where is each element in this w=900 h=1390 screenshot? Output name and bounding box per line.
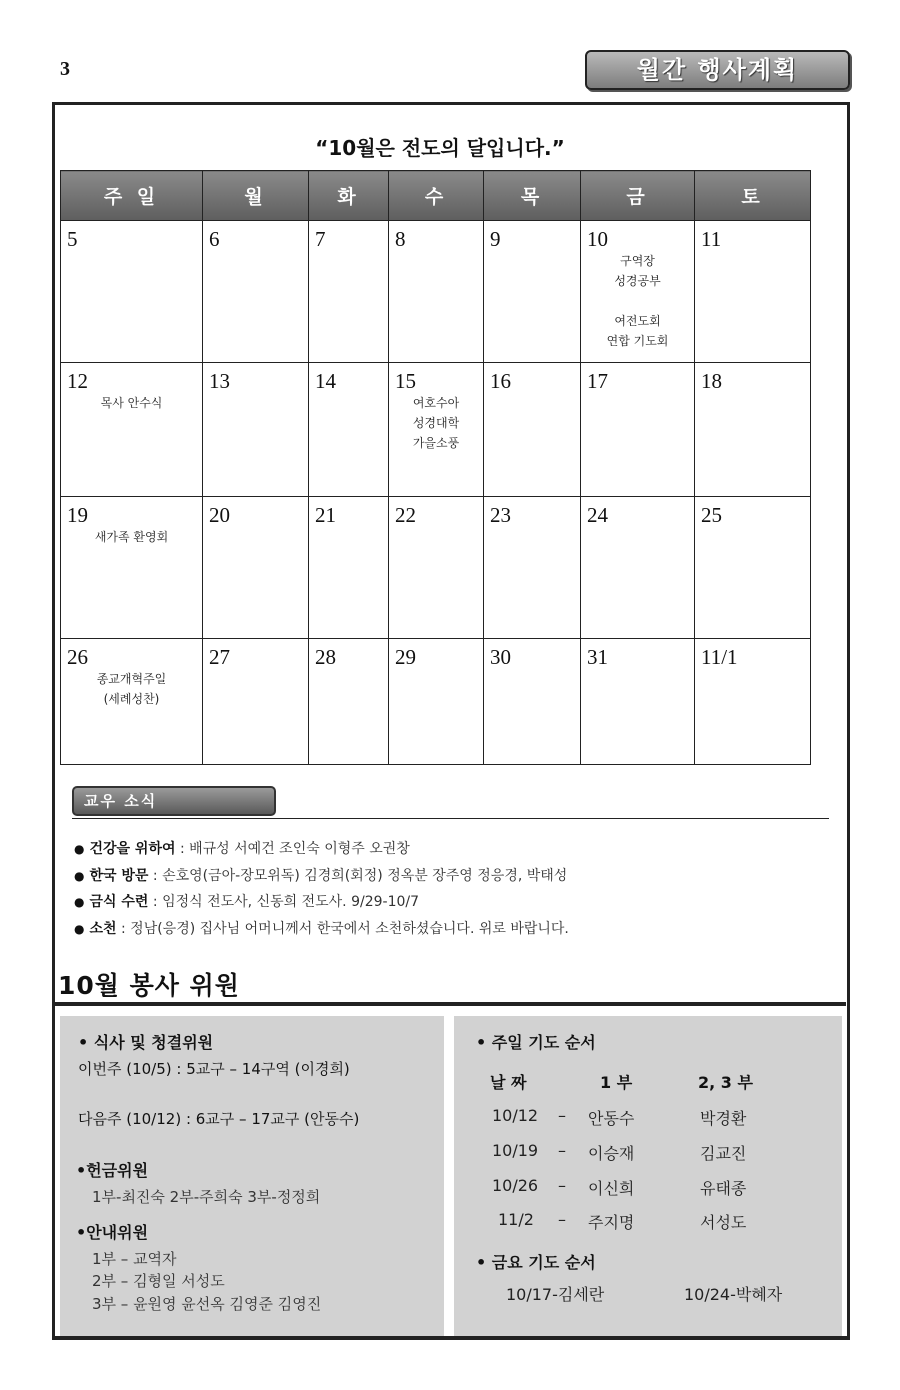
calendar-day-number: 26: [67, 645, 88, 669]
section-title-tab: 월간 행사계획: [585, 50, 850, 90]
calendar-day-cell: [203, 221, 309, 363]
calendar-event: 성경대학: [412, 416, 460, 430]
calendar-event: 새가족 환영회: [94, 530, 169, 544]
calendar-day-cell: [61, 363, 203, 497]
prayer-dash: –: [558, 1210, 566, 1229]
weekday-thu: 목: [484, 171, 581, 221]
calendar-day-cell: [484, 639, 581, 765]
offering-committee-title: •헌금위원: [76, 1161, 149, 1180]
calendar-day-number: 20: [209, 503, 230, 527]
usher-line: 2부 – 김형일 서성도: [92, 1272, 225, 1290]
weekday-mon: 월: [203, 171, 309, 221]
calendar-event: (세례성찬): [103, 692, 160, 706]
news-item-key: 금식 수련: [89, 894, 149, 910]
offering-committee-members: 1부-최진숙 2부-주희숙 3부-정정희: [92, 1188, 321, 1206]
bullet-icon: ●: [74, 842, 85, 856]
calendar-day-cell: [581, 497, 695, 639]
prayer-first-service: 이신희: [588, 1179, 635, 1198]
calendar-day-cell: [695, 497, 811, 639]
calendar-day-cell: [61, 497, 203, 639]
calendar-day-number: 25: [701, 503, 722, 527]
prayer-date: 10/19: [492, 1141, 539, 1160]
prayer-first-service: 안동수: [588, 1109, 635, 1128]
news-item: [74, 863, 834, 890]
prayer-dash: –: [558, 1141, 566, 1160]
calendar-day-cell: [581, 639, 695, 765]
calendar-day-number: 21: [315, 503, 336, 527]
news-divider: [72, 818, 829, 819]
prayer-dash: –: [558, 1176, 566, 1195]
calendar-day-number: 28: [315, 645, 336, 669]
service-panel-right: [454, 1016, 842, 1336]
weekday-fri: 금: [581, 171, 695, 221]
prayer-first-service: 이승재: [588, 1144, 635, 1163]
calendar-week-row: [61, 221, 811, 363]
friday-prayer-title: • 금요 기도 순서: [476, 1253, 596, 1272]
meal-this-week: 이번주 (10/5) : 5교구 – 14구역 (이경희): [78, 1060, 350, 1078]
news-item-text: : 정남(응경) 집사님 어머니께서 한국에서 소천하셨습니다. 위로 바랍니다.: [116, 920, 569, 937]
service-divider: [54, 1002, 846, 1006]
weekday-header-row: [61, 171, 811, 221]
service-section-title: 10월 봉사 위원: [58, 971, 240, 1000]
prayer-header-second: 2, 3 부: [698, 1073, 753, 1092]
calendar-day-number: 9: [490, 227, 501, 251]
calendar-day-number: 22: [395, 503, 416, 527]
calendar-day-number: 8: [395, 227, 406, 251]
calendar-event: 목사 안수식: [100, 396, 163, 410]
calendar-week-row: [61, 639, 811, 765]
news-item: [74, 916, 834, 943]
calendar-day-cell: [484, 221, 581, 363]
prayer-second-service: 서성도: [700, 1213, 747, 1232]
calendar-day-number: 30: [490, 645, 511, 669]
news-item-key: 한국 방문: [89, 867, 149, 884]
calendar-event: 종교개혁주일: [96, 672, 167, 686]
prayer-first-service: 주지명: [588, 1213, 635, 1232]
calendar-event: 여전도회: [614, 314, 661, 328]
calendar-day-cell: [309, 497, 389, 639]
calendar-event: 구역장: [620, 254, 655, 268]
prayer-header-first: 1 부: [600, 1073, 633, 1092]
calendar-day-number: 5: [67, 227, 78, 251]
news-item-text: : 배규성 서예건 조인숙 이형주 오권창: [175, 841, 410, 857]
news-item-key: 소천: [89, 920, 117, 937]
calendar-day-number: 17: [587, 369, 608, 393]
news-section-tab: 교우 소식: [72, 786, 276, 816]
calendar-day-cell: [203, 497, 309, 639]
calendar-event: 성경공부: [614, 274, 661, 288]
calendar-day-number: 23: [490, 503, 511, 527]
calendar-day-number: 29: [395, 645, 416, 669]
bullet-icon: ●: [74, 895, 85, 909]
calendar-event: 여호수아: [412, 396, 460, 410]
news-item: [74, 889, 834, 916]
calendar-day-cell: [309, 221, 389, 363]
prayer-second-service: 김교진: [700, 1144, 747, 1163]
calendar-day-cell: [695, 221, 811, 363]
weekday-wed: 수: [389, 171, 484, 221]
calendar-day-number: 31: [587, 645, 608, 669]
calendar-day-cell: [389, 363, 484, 497]
news-item-key: 건강을 위하여: [89, 841, 176, 857]
service-panel-left: [60, 1016, 444, 1336]
prayer-date: 10/26: [492, 1176, 539, 1195]
calendar-day-number: 11: [701, 227, 722, 251]
news-item-text: : 임정식 전도사, 신동희 전도사. 9/29-10/7: [148, 894, 420, 910]
calendar-day-cell: [61, 639, 203, 765]
monthly-headline: “10월은 전도의 달입니다.”: [315, 136, 565, 160]
calendar-day-number: 7: [315, 227, 326, 251]
calendar-day-cell: [309, 363, 389, 497]
calendar-day-number: 15: [395, 369, 416, 393]
weekday-tue: 화: [309, 171, 389, 221]
calendar-day-cell: [581, 363, 695, 497]
calendar-day-cell: [389, 639, 484, 765]
weekday-sat: 토: [695, 171, 811, 221]
prayer-date: 10/12: [492, 1106, 539, 1125]
prayer-dash: –: [558, 1106, 566, 1125]
calendar-day-cell: [695, 639, 811, 765]
news-list: [74, 836, 834, 942]
calendar-day-number: 13: [209, 369, 230, 393]
calendar-day-cell: [389, 497, 484, 639]
prayer-second-service: 유태종: [700, 1179, 747, 1198]
friday-prayer-item: 10/24-박혜자: [684, 1285, 783, 1304]
prayer-second-service: 박경환: [700, 1109, 747, 1128]
news-item-text: : 손호영(금아-장모위독) 김경희(회정) 정옥분 장주영 정응경, 박태성: [148, 867, 568, 884]
calendar-day-cell: [203, 639, 309, 765]
usher-line: 3부 – 윤원영 윤선옥 김영준 김영진: [92, 1295, 322, 1313]
news-item: [74, 836, 834, 863]
calendar-event: 연합 기도회: [606, 334, 669, 348]
sunday-prayer-title: • 주일 기도 순서: [476, 1033, 596, 1052]
friday-prayer-item: 10/17-김세란: [506, 1285, 605, 1304]
calendar-day-cell: [203, 363, 309, 497]
calendar-event-spacer: [587, 291, 688, 311]
usher-committee-title: •안내위원: [76, 1223, 149, 1242]
weekday-sun: 주 일: [61, 171, 203, 221]
bullet-icon: ●: [74, 921, 85, 936]
calendar-day-number: 16: [490, 369, 511, 393]
calendar-day-number: 19: [67, 503, 88, 527]
meal-committee-title: • 식사 및 청결위원: [78, 1033, 214, 1052]
calendar-day-number: 27: [209, 645, 230, 669]
october-calendar: [60, 170, 811, 765]
prayer-header-date: 날 짜: [490, 1073, 527, 1092]
calendar-day-number: 18: [701, 369, 722, 393]
calendar-day-number: 11/1: [701, 645, 738, 669]
usher-line: 1부 – 교역자: [92, 1250, 177, 1268]
calendar-day-cell: [309, 639, 389, 765]
calendar-day-cell: [61, 221, 203, 363]
calendar-week-row: [61, 363, 811, 497]
calendar-day-cell: [389, 221, 484, 363]
calendar-event: 가을소풍: [412, 436, 460, 450]
meal-next-week: 다음주 (10/12) : 6교구 – 17교구 (안동수): [78, 1110, 360, 1128]
calendar-week-row: [61, 497, 811, 639]
prayer-date: 11/2: [498, 1210, 534, 1229]
calendar-day-cell: [484, 497, 581, 639]
bullet-icon: ●: [74, 868, 85, 883]
calendar-day-number: 24: [587, 503, 608, 527]
calendar-day-number: 10: [587, 227, 608, 251]
calendar-day-number: 12: [67, 369, 88, 393]
calendar-day-cell: [695, 363, 811, 497]
calendar-day-number: 6: [209, 227, 220, 251]
calendar-day-cell: [581, 221, 695, 363]
page-number: 3: [60, 58, 70, 80]
calendar-day-number: 14: [315, 369, 336, 393]
calendar-day-cell: [484, 363, 581, 497]
